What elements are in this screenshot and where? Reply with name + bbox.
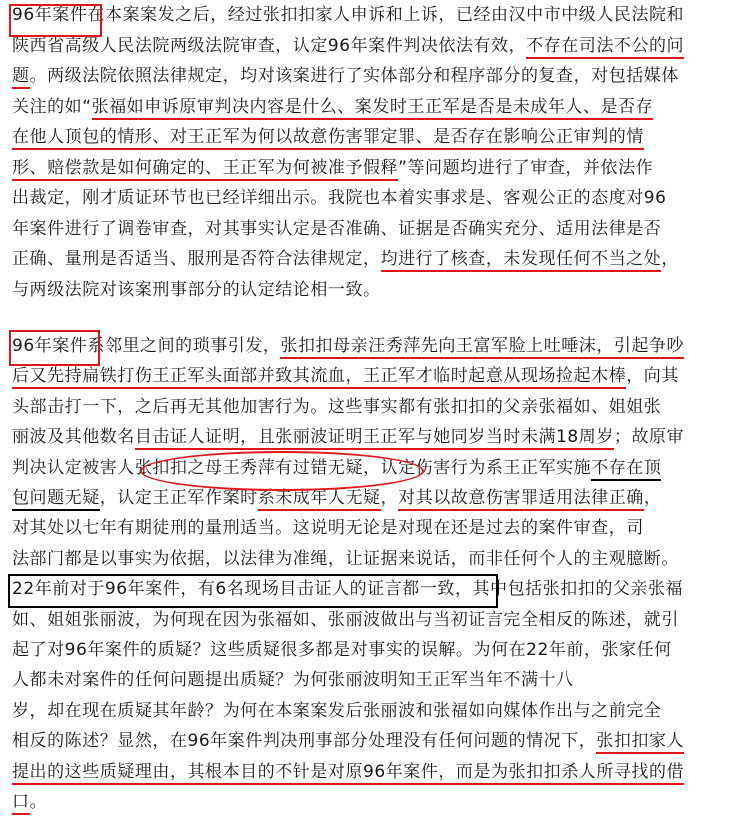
underlined-phrase: 提出的这些质疑理由，其根本目的不针是对原96年案件，而是为张扣扣杀人所寻找的借 [12,762,684,785]
text-line [12,275,381,305]
underlined-phrase: 系未成年人无疑 [258,488,381,511]
text-segment: 岁，却在现在质疑其年龄？为何在本案案发后张丽波和张福如向媒体作出与之前完全 [12,700,662,721]
text-segment: 96年案件 [12,5,88,25]
text-line [12,153,653,183]
text-line [12,635,672,665]
underlined-phrase: 均进行了核查，未发现任何不当之处 [381,249,662,272]
text-segment: ，认定伤害行为系王正军实施 [363,457,592,478]
text-segment: 96年案件 [12,336,88,356]
underlined-phrase: 口 [12,792,30,815]
text-line [12,605,679,635]
text-segment: ， [643,488,662,508]
underlined-phrase: 目击证人证明，且张丽波证明王正军与她同岁当时未满18周岁 [135,427,614,450]
text-segment: 如、姐姐张丽波，为何现在因为张福如、张丽波做出与当初证言完全相反的陈述，就引 [12,609,679,630]
underlined-phrase: 不存在司法不公的问 [526,36,684,59]
text-segment: ；故原审 [613,427,685,448]
underlined-phrase: 张扣扣家人 [596,731,684,754]
text-line [12,183,667,213]
text-segment: 。两级法院依照法律规定，均对该案进行了实体部分和程序部分的复查，对包括媒体 [29,66,679,86]
underlined-phrase: 后又先持扁铁打伤王正军头面部并致其流血， [12,366,363,389]
highlight-box-six-witnesses [8,574,498,608]
text-line [12,544,679,574]
text-line [12,787,47,817]
text-line [12,757,684,787]
text-segment: 年案件进行了调卷审查，对其事实认定是否准确、证据是否确实充分、适用法律是否 [12,218,662,239]
text-line [12,61,679,91]
highlight-box-96-case-1 [9,4,102,37]
text-line [12,92,653,122]
text-line [12,696,661,726]
text-segment: 起了对96年案件的质疑？这些质疑很多都是对事实的误解。为何在22年前，张家任何 [12,640,672,660]
text-line [12,361,679,391]
text-segment: 法部门都是以事实为依据，以法律为准绳，让证据来说话，而非任何个人的主观臆断。 [12,548,679,569]
text-line [12,0,684,30]
text-segment: 对其处以七年有期徒刑的量刑适当。这说明无论是对现在还是过去的案件审查，司 [12,518,644,539]
text-segment: 相反的陈述？显然，在96年案件判决刑事部分处理没有任何问题的情况下， [12,731,597,752]
underlined-phrase: 包问题无疑 [12,488,100,511]
text-segment: ”等问题均进行了审查，并依法作 [398,157,654,178]
text-segment: 陕西省高级人民法院两级法院审查，认定96年案件判决依法有效， [12,35,527,56]
text-segment: 丽波及其他数名 [12,427,135,448]
text-line [12,665,574,695]
text-line [12,214,661,244]
underlined-phrase: 张扣扣母亲汪秀萍先向王富军脸上吐唾沫，引起争吵 [280,336,684,359]
underlined-phrase: 张福如申诉原审判决内容是什么、案发时王正军是否是未成年人、是否存 [92,97,654,120]
text-segment: 头部击打一下，之后再无其他加害行为。这些事实都有张扣扣的父亲张福如、姐姐张 [12,396,662,417]
text-segment: 关注的如“ [12,96,92,117]
text-line [12,726,684,756]
underlined-phrase: 王正军才临时起意从现场捡起木棒 [363,366,626,389]
text-line [12,392,661,422]
text-segment: 出裁定，刚才质证环节也已经详细出示。我院也本着实事求是、客观公正的态度对96 [12,188,667,208]
text-line [12,513,644,543]
text-segment: 张扣扣之母王秀萍有过错无疑 [134,457,364,478]
text-line [12,422,684,452]
text-line [12,244,679,274]
circled-phrase-mother-fault [140,451,424,491]
underlined-phrase: 形、赔偿款是如何确定的、王正军为何被准予假释 [12,158,398,181]
underlined-phrase: 题 [12,66,30,89]
text-segment: ，认定王正军作案时 [99,488,258,508]
text-segment: 人都未对案件的任何问题提出质疑？为何张丽波明知王正军当年不满十八 [12,670,574,691]
text-segment: 系邻里之间的琐事引发， [87,336,281,356]
text-line [12,122,644,152]
text-segment: 。 [29,792,48,812]
underlined-phrase: 不存在顶 [591,458,661,481]
paragraph-1 [12,0,730,306]
text-segment: ，向其 [626,366,679,387]
text-segment: ，其中包括张扣扣的父亲张福 [454,579,684,600]
text-segment: ， [380,488,399,508]
text-segment: 在本案案发之后，经过张扣扣家人申诉和上诉，已经由汉中市中级人民法院和 [87,5,685,25]
text-segment: 判决认定被害人 [12,457,135,478]
highlight-box-96-case-2 [9,330,100,366]
underlined-phrase: 对其以故意伤害罪适用法律正确 [398,488,644,511]
text-segment: 22年前对于96年案件，有6名现场目击证人的证言都一致 [12,579,455,600]
text-segment: 与两级法院对该案刑事部分的认定结论相一致。 [12,279,381,300]
text-segment: ， [661,249,679,269]
text-segment: 正确、量刑是否适当、服刑是否符合法律规定， [12,249,381,269]
underlined-phrase: 在他人顶包的情形、对王正军为何以故意伤害罪定罪、是否存在影响公正审判的情 [12,127,644,150]
text-line [12,331,684,361]
text-line [12,31,684,61]
